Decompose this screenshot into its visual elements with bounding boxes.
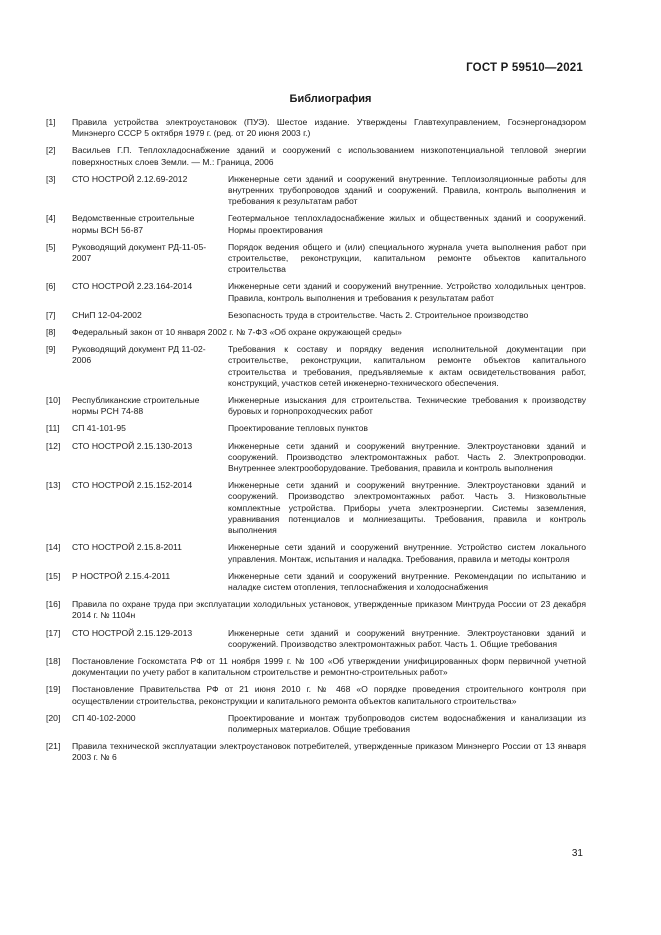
bibliography-entry: [46, 242, 586, 276]
entry-document-code: СП 41-101-95: [72, 423, 126, 434]
entry-description: Инженерные сети зданий и сооружений внутренние. Электроустановки зданий и сооружений. Производство электромонтажных работ. Часть 2. Электропроводки. Внутреннее электрооборудование. Требования, правила и контроль выполнения: [228, 440, 586, 474]
entry-text: Федеральный закон от 10 января 2002 г. № 7-ФЗ «Об охране окружающей среды»: [72, 327, 402, 338]
entry-number: [4]: [46, 213, 56, 224]
entry-number: [16]: [46, 599, 61, 610]
entry-description: Инженерные сети зданий и сооружений внутренние. Устройство систем локального управления. Монтаж, испытания и наладка. Требования, правила и методы контроля: [228, 542, 586, 564]
entry-text: Постановление Госкомстата РФ от 11 ноября 1999 г. № 100 «Об утверждении унифицированных форм первичной учетной документации по учету работ в капитальном строительстве и ремонтно-строительных работ»: [72, 655, 586, 678]
entry-number: [10]: [46, 395, 61, 406]
entry-number: [17]: [46, 627, 61, 638]
bibliography-entry: [46, 327, 586, 338]
bibliography-entry: [46, 713, 586, 735]
entry-document-code: Ведомственные строительные нормы ВСН 56-87: [72, 213, 195, 235]
entry-description: Порядок ведения общего и (или) специального журнала учета выполнения работ при строительстве, реконструкции, капитальном ремонте объектов капитального строительства: [228, 241, 586, 275]
entry-number: [9]: [46, 344, 56, 355]
entry-document-code: СТО НОСТРОЙ 2.15.130-2013: [72, 440, 193, 451]
bibliography-entry: [46, 174, 586, 208]
entry-number: [19]: [46, 684, 61, 695]
entry-description: Инженерные сети зданий и сооружений внутренние. Теплоизоляционные работы для внутренних трубопроводов зданий и сооружений. Правила, контроль выполнения и требования к результатам работ: [228, 173, 586, 207]
entry-number: [2]: [46, 145, 56, 156]
entry-number: [20]: [46, 712, 61, 723]
entry-description: Инженерные сети зданий и сооружений внутренние. Рекомендации по испытанию и наладке систем отопления, теплоснабжения и холодоснабжения: [228, 570, 586, 592]
entry-text: Правила технической эксплуатации электроустановок потребителей, утвержденные приказом Минэнерго России от 13 января 2003 г. № 6: [72, 741, 586, 763]
entry-number: [15]: [46, 570, 61, 581]
entry-text: Правила устройства электроустановок (ПУЭ). Шестое издание. Утверждены Главтехуправлением, Госэнергонадзором Минэнерго СССР 5 октября 1979 г. (ред. от 20 июня 2003 г.): [72, 117, 586, 139]
entry-description: Проектирование и монтаж трубопроводов систем водоснабжения и канализации из полимерных материалов. Общие требования: [228, 712, 586, 734]
entry-description: Проектирование тепловых пунктов: [228, 423, 368, 434]
entry-description: Требования к составу и порядку ведения исполнительной документации при строительстве, реконструкции, капитальном ремонте объектов капитального строительства и требования, предъявляемые к актам освидетельствования работ, конструкций, участков сетей инженерно-технического обеспечения.: [228, 344, 586, 388]
bibliography-entry: [46, 599, 586, 621]
entry-number: [13]: [46, 480, 61, 491]
bibliography-entry: [46, 145, 586, 167]
entry-document-code: СТО НОСТРОЙ 2.23.164-2014: [72, 281, 193, 292]
entry-description: Инженерные сети зданий и сооружений внутренние. Устройство холодильных центров. Правила, контроль выполнения и требования к результатам работ: [228, 281, 586, 303]
entry-text: Постановление Правительства РФ от 21 июня 2010 г. № 468 «О порядке проведения строительного контроля при осуществлении строительства, реконструкции и капитального ремонта объектов капитального строительства»: [72, 684, 586, 706]
entry-document-code: СП 40-102-2000: [72, 712, 136, 723]
entry-description: Инженерные изыскания для строительства. Технические требования к производству буровых и горнопроходческих работ: [228, 395, 586, 417]
entry-document-code: Руководящий документ РД 11-02-2006: [72, 344, 206, 366]
bibliography-entry: [46, 741, 586, 763]
entry-document-code: СТО НОСТРОЙ 2.15.8-2011: [72, 542, 182, 553]
bibliography-entry: [46, 571, 586, 593]
entry-number: [18]: [46, 655, 61, 666]
bibliography-entry: [46, 423, 586, 434]
entry-document-code: СТО НОСТРОЙ 2.15.129-2013: [72, 627, 193, 638]
entry-description: Безопасность труда в строительстве. Часть 2. Строительное производство: [228, 309, 529, 320]
entry-document-code: СТО НОСТРОЙ 2.15.152-2014: [72, 480, 193, 491]
bibliography-entry: [46, 542, 586, 564]
entry-description: Инженерные сети зданий и сооружений внутренние. Электроустановки зданий и сооружений. Производство электромонтажных работ. Часть 1. Общие требования: [228, 627, 586, 649]
bibliography-title: Библиография: [289, 93, 372, 105]
bibliography-entry: [46, 395, 586, 417]
entry-document-code: Республиканские строительные нормы РСН 74-88: [72, 395, 200, 417]
entry-text: Васильев Г.П. Теплохладоснабжение зданий и сооружений с использованием низкопотенциальной тепловой энергии поверхностных слоев Земли. — М.: Граница, 2006: [72, 145, 586, 167]
entry-number: [12]: [46, 440, 61, 451]
bibliography-entry: [46, 117, 586, 139]
bibliography-entry: [46, 441, 586, 475]
entry-number: [21]: [46, 741, 61, 752]
bibliography-entry: [46, 310, 586, 321]
entry-number: [7]: [46, 309, 56, 320]
entry-number: [14]: [46, 542, 61, 553]
bibliography-entry: [46, 344, 586, 389]
entry-number: [6]: [46, 281, 56, 292]
entry-number: [1]: [46, 117, 56, 127]
entry-document-code: Р НОСТРОЙ 2.15.4-2011: [72, 570, 171, 581]
entry-description: Инженерные сети зданий и сооружений внутренние. Электроустановки зданий и сооружений. Производство электромонтажных работ. Часть 3. Низковольтные комплектные устройства. Приборы учета электроэнергии. Системы заземления, уравнивания потенциалов и молниезащиты. Требования, правила и контроль выполнения: [228, 480, 586, 536]
entry-text: Правила по охране труда при эксплуатации холодильных установок, утвержденные приказом Минтруда России от 23 декабря 2014 г. № 1104н: [72, 599, 586, 621]
entry-description: Геотермальное теплохладоснабжение жилых и общественных зданий и сооружений. Нормы проектирования: [228, 213, 586, 235]
entry-document-code: Руководящий документ РД-11-05-2007: [72, 241, 207, 264]
bibliography-entry: [46, 480, 586, 536]
bibliography-list: [46, 117, 586, 770]
bibliography-entry: [46, 684, 586, 706]
bibliography-entry: [46, 628, 586, 650]
entry-number: [8]: [46, 327, 56, 338]
entry-document-code: СНиП 12-04-2002: [72, 309, 142, 320]
bibliography-entry: [46, 213, 586, 235]
bibliography-entry: [46, 281, 586, 303]
standard-header: ГОСТ Р 59510—2021: [466, 62, 583, 74]
page-number: 31: [571, 848, 583, 859]
bibliography-entry: [46, 656, 586, 678]
entry-number: [5]: [46, 241, 56, 252]
entry-document-code: СТО НОСТРОЙ 2.12.69-2012: [72, 173, 188, 184]
entry-number: [3]: [46, 173, 56, 184]
entry-number: [11]: [46, 423, 60, 434]
